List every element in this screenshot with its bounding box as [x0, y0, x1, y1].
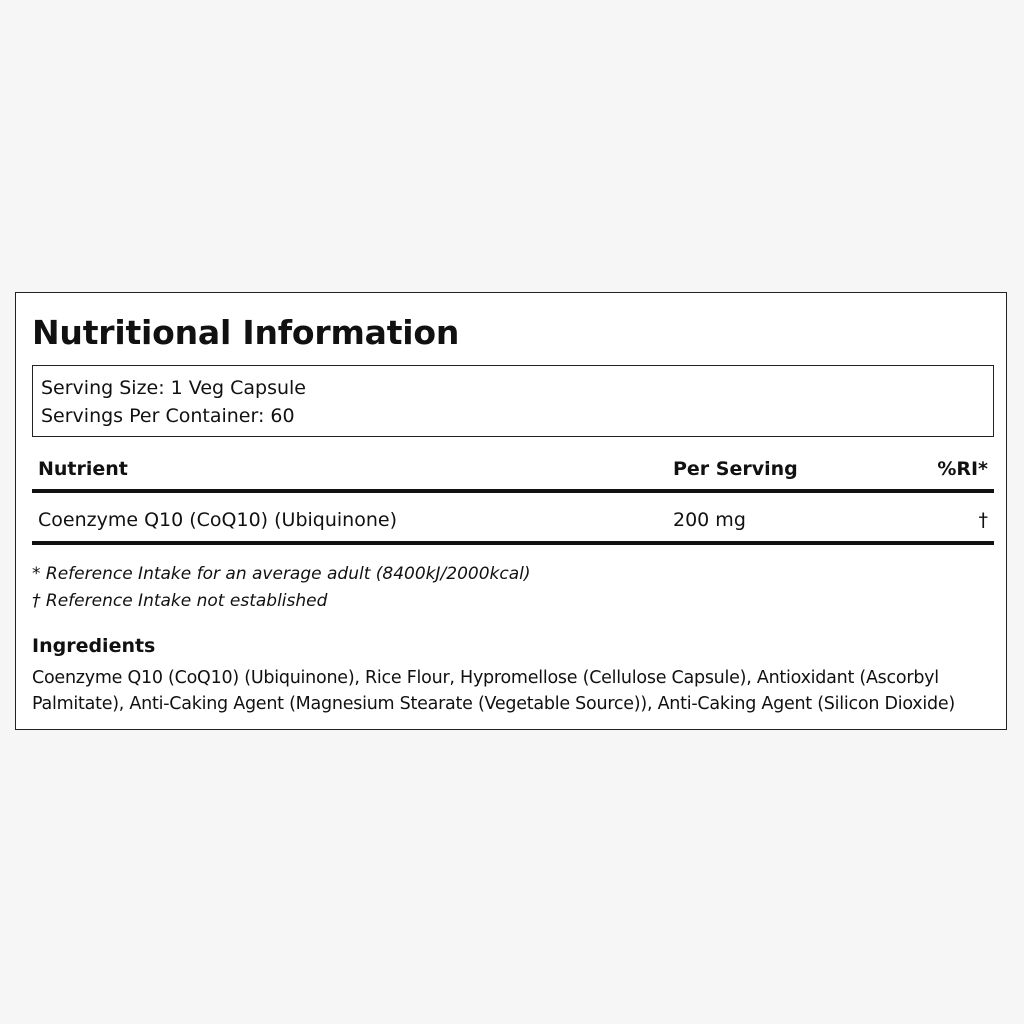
nutrition-table — [32, 453, 994, 545]
serving-size: Serving Size: 1 Veg Capsule — [41, 377, 306, 399]
ingredients-title: Ingredients — [32, 635, 156, 657]
header-nutrient: Nutrient — [38, 458, 128, 480]
serving-info-box — [32, 365, 994, 437]
footnotes — [32, 561, 531, 615]
servings-per-container: Servings Per Container: 60 — [41, 405, 295, 427]
panel-title: Nutritional Information — [32, 313, 460, 352]
table-header-row — [32, 453, 994, 489]
footnote-reference-intake: * Reference Intake for an average adult (8400kJ/2000kcal) — [32, 564, 531, 584]
row-per-serving: 200 mg — [673, 509, 746, 531]
footnote-not-established: † Reference Intake not established — [32, 591, 328, 611]
header-ri: %RI* — [937, 458, 988, 480]
row-ri: † — [978, 509, 988, 531]
ingredients-text: Coenzyme Q10 (CoQ10) (Ubiquinone), Rice Flour, Hypromellose (Cellulose Capsule), Antioxidant (Ascorbyl Palmitate), Anti-Caking Agent (Magnesium Stearate (Vegetable Source)), Anti-Caking Agent (Silicon Dioxide) — [32, 668, 955, 714]
row-nutrient: Coenzyme Q10 (CoQ10) (Ubiquinone) — [38, 509, 397, 531]
nutrition-panel — [15, 292, 1007, 730]
table-row — [32, 493, 994, 541]
header-per-serving: Per Serving — [673, 458, 798, 480]
table-bottom-rule — [32, 541, 994, 545]
